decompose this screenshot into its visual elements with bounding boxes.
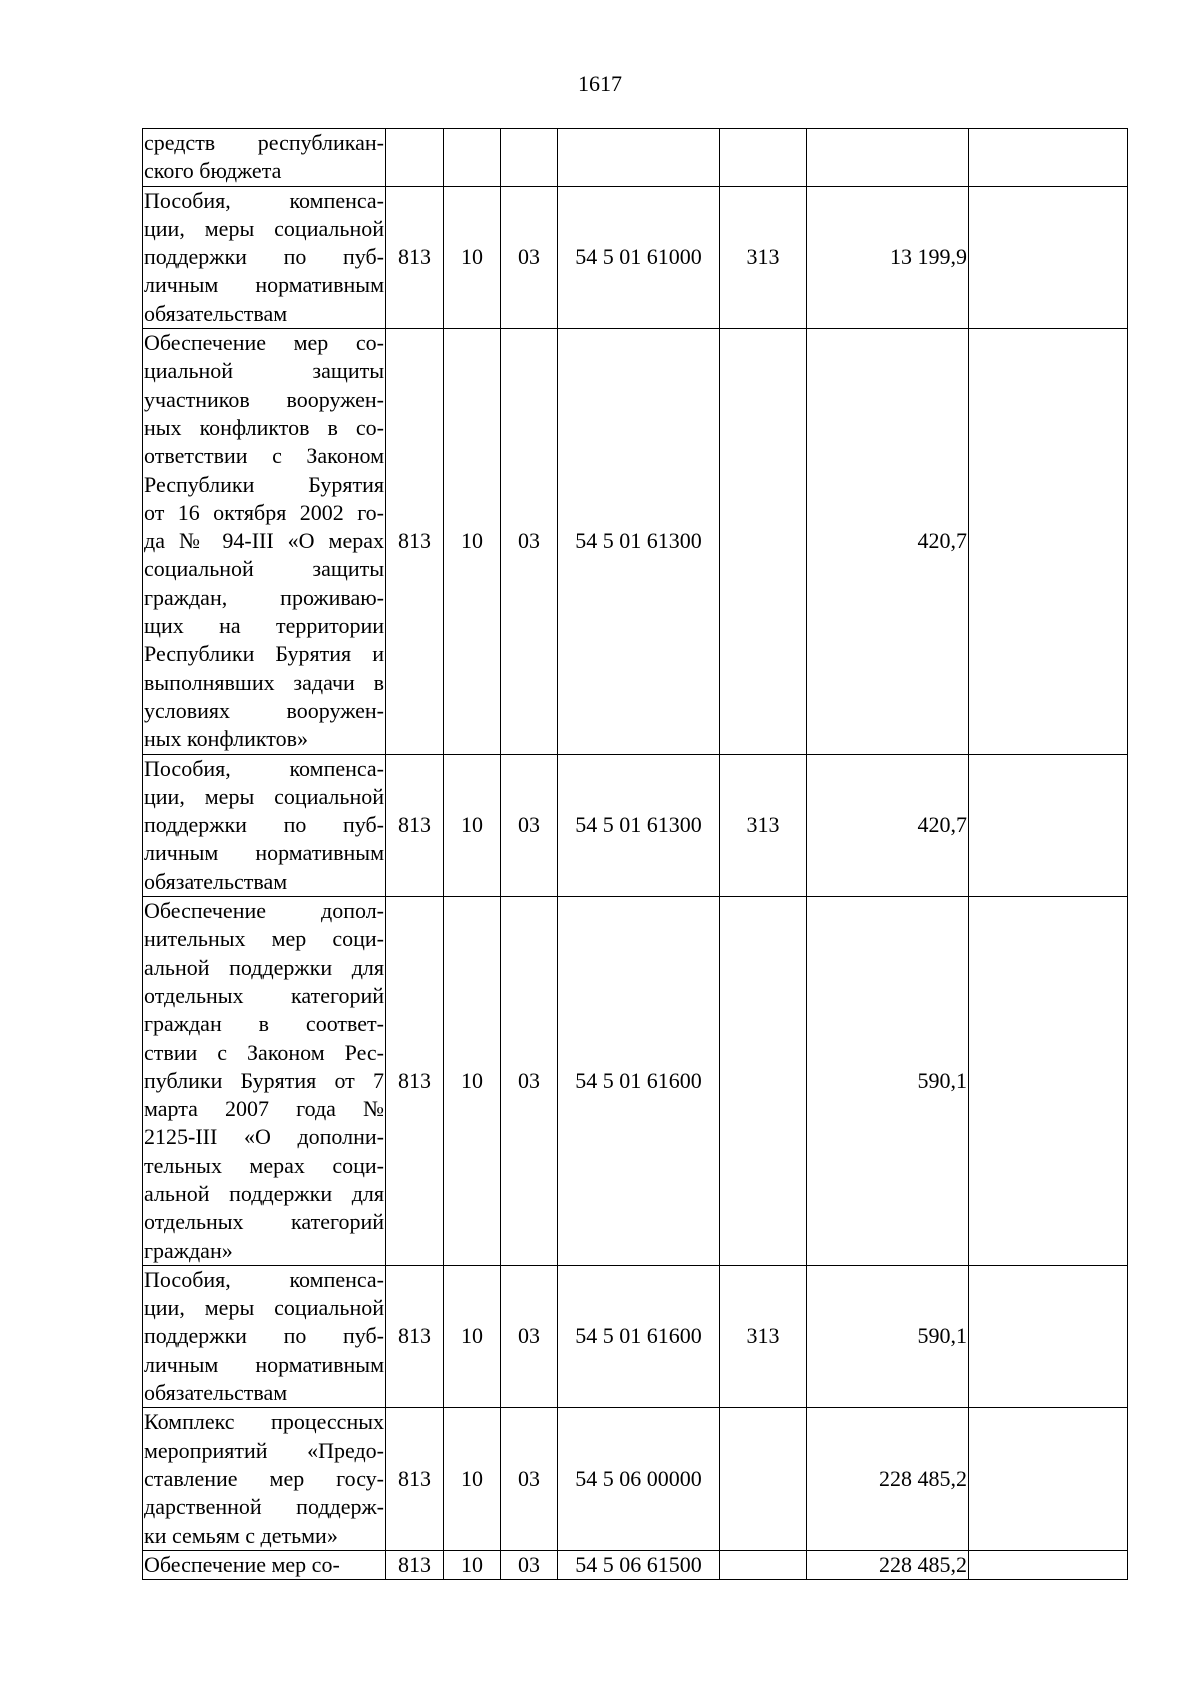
- budget-table: [142, 128, 1128, 1580]
- gov-code-cell: 813: [386, 1265, 444, 1407]
- item-name-line: ставление мер госу-: [144, 1465, 384, 1491]
- item-name-line: Комплекс процессных: [144, 1409, 384, 1435]
- item-name-cell: [143, 754, 386, 896]
- extra-cell: [969, 186, 1128, 328]
- table-row: [143, 1408, 1128, 1550]
- amount-cell: 228 485,2: [807, 1550, 969, 1579]
- amount-cell: 590,1: [807, 897, 969, 1266]
- extra-cell: [969, 1550, 1128, 1579]
- section-cell: 10: [444, 329, 501, 754]
- item-name-line: ции, меры социальной: [144, 215, 384, 241]
- item-name-line: ского бюджета: [144, 158, 282, 184]
- expense-type-cell: [720, 1550, 807, 1579]
- item-name-line: обязательствам: [144, 1380, 288, 1406]
- target-article-cell: 54 5 01 61000: [558, 186, 720, 328]
- subsection-cell: 03: [501, 1265, 558, 1407]
- target-article-cell: [558, 129, 720, 187]
- item-name-line: марта 2007 года №: [144, 1096, 384, 1122]
- item-name-line: участников вооружен-: [144, 386, 384, 412]
- section-cell: 10: [444, 1265, 501, 1407]
- item-name-line: социальной защиты: [144, 556, 384, 582]
- item-name-line: 2125-III «О дополни-: [144, 1124, 384, 1150]
- extra-cell: [969, 897, 1128, 1266]
- table-row: [143, 186, 1128, 328]
- item-name-line: ных конфликтов»: [144, 726, 308, 752]
- subsection-cell: 03: [501, 1550, 558, 1579]
- section-cell: 10: [444, 1408, 501, 1550]
- amount-cell: 13 199,9: [807, 186, 969, 328]
- item-name-line: ции, меры социальной: [144, 783, 384, 809]
- expense-type-cell: [720, 1408, 807, 1550]
- extra-cell: [969, 329, 1128, 754]
- extra-cell: [969, 1265, 1128, 1407]
- table-row: [143, 897, 1128, 1266]
- target-article-cell: 54 5 06 61500: [558, 1550, 720, 1579]
- target-article-cell: 54 5 01 61300: [558, 329, 720, 754]
- subsection-cell: 03: [501, 897, 558, 1266]
- item-name-line: альной поддержки для: [144, 954, 384, 980]
- item-name-line: Пособия, компенса-: [144, 1266, 384, 1292]
- subsection-cell: 03: [501, 329, 558, 754]
- item-name-line: альной поддержки для: [144, 1180, 384, 1206]
- item-name-line: поддержки по пуб-: [144, 244, 384, 270]
- table-row: [143, 754, 1128, 896]
- item-name-line: выполнявших задачи в: [144, 669, 384, 695]
- item-name-line: обязательствам: [144, 868, 288, 894]
- item-name-line: да № 94-III «О мерах: [144, 528, 384, 554]
- target-article-cell: 54 5 01 61600: [558, 1265, 720, 1407]
- section-cell: 10: [444, 754, 501, 896]
- item-name-line: ции, меры социальной: [144, 1295, 384, 1321]
- subsection-cell: 03: [501, 754, 558, 896]
- item-name-line: Обеспечение мер со-: [144, 330, 384, 356]
- extra-cell: [969, 754, 1128, 896]
- item-name-line: ствии с Законом Рес-: [144, 1039, 384, 1065]
- table-row: [143, 1550, 1128, 1579]
- table-row: [143, 329, 1128, 754]
- item-name-line: средств республикан-: [144, 130, 384, 155]
- item-name-cell: [143, 1265, 386, 1407]
- item-name-line: Республики Бурятия и: [144, 641, 384, 667]
- item-name-line: отдельных категорий: [144, 1209, 384, 1235]
- target-article-cell: 54 5 01 61300: [558, 754, 720, 896]
- gov-code-cell: 813: [386, 1408, 444, 1550]
- table-row: [143, 129, 1128, 187]
- item-name-cell: [143, 129, 386, 187]
- gov-code-cell: 813: [386, 897, 444, 1266]
- target-article-cell: 54 5 01 61600: [558, 897, 720, 1266]
- item-name-line: ных конфликтов в со-: [144, 414, 384, 440]
- item-name-line: циальной защиты: [144, 358, 384, 384]
- item-name-cell: [143, 1550, 386, 1579]
- amount-cell: [807, 129, 969, 187]
- expense-type-cell: [720, 329, 807, 754]
- subsection-cell: 03: [501, 186, 558, 328]
- gov-code-cell: 813: [386, 754, 444, 896]
- expense-type-cell: 313: [720, 754, 807, 896]
- item-name-line: от 16 октября 2002 го-: [144, 499, 384, 525]
- item-name-line: отдельных категорий: [144, 982, 384, 1008]
- table-row: [143, 1265, 1128, 1407]
- item-name-cell: [143, 1408, 386, 1550]
- item-name-cell: [143, 897, 386, 1266]
- extra-cell: [969, 1408, 1128, 1550]
- item-name-line: граждан, проживаю-: [144, 584, 384, 610]
- item-name-line: тельных мерах соци-: [144, 1152, 384, 1178]
- section-cell: [444, 129, 501, 187]
- item-name-line: публики Бурятия от 7: [144, 1067, 384, 1093]
- amount-cell: 228 485,2: [807, 1408, 969, 1550]
- item-name-line: ки семьям с детьми»: [144, 1522, 338, 1548]
- gov-code-cell: 813: [386, 186, 444, 328]
- item-name-line: мероприятий «Предо-: [144, 1437, 384, 1463]
- table-body: [143, 129, 1128, 1580]
- target-article-cell: 54 5 06 00000: [558, 1408, 720, 1550]
- item-name-line: Обеспечение мер со-: [144, 1551, 340, 1577]
- item-name-line: условиях вооружен-: [144, 697, 384, 723]
- expense-type-cell: 313: [720, 186, 807, 328]
- item-name-line: поддержки по пуб-: [144, 1323, 384, 1349]
- gov-code-cell: 813: [386, 1550, 444, 1579]
- amount-cell: 420,7: [807, 754, 969, 896]
- item-name-line: обязательствам: [144, 300, 288, 326]
- section-cell: 10: [444, 1550, 501, 1579]
- subsection-cell: 03: [501, 1408, 558, 1550]
- item-name-line: Пособия, компенса-: [144, 755, 384, 781]
- item-name-cell: [143, 329, 386, 754]
- amount-cell: 590,1: [807, 1265, 969, 1407]
- section-cell: 10: [444, 897, 501, 1266]
- section-cell: 10: [444, 186, 501, 328]
- expense-type-cell: [720, 897, 807, 1266]
- expense-type-cell: 313: [720, 1265, 807, 1407]
- item-name-line: личным нормативным: [144, 1351, 384, 1377]
- amount-cell: 420,7: [807, 329, 969, 754]
- page-number: 1617: [578, 71, 622, 96]
- item-name-line: нительных мер соци-: [144, 926, 384, 952]
- item-name-line: граждан»: [144, 1237, 233, 1263]
- item-name-line: Республики Бурятия: [144, 471, 384, 497]
- expense-type-cell: [720, 129, 807, 187]
- item-name-line: ответствии с Законом: [144, 443, 384, 469]
- gov-code-cell: 813: [386, 329, 444, 754]
- gov-code-cell: [386, 129, 444, 187]
- extra-cell: [969, 129, 1128, 187]
- item-name-cell: [143, 186, 386, 328]
- item-name-line: щих на территории: [144, 613, 384, 639]
- item-name-line: личным нормативным: [144, 272, 384, 298]
- subsection-cell: [501, 129, 558, 187]
- item-name-line: Пособия, компенса-: [144, 187, 384, 213]
- item-name-line: дарственной поддерж-: [144, 1494, 384, 1520]
- item-name-line: личным нормативным: [144, 840, 384, 866]
- item-name-line: граждан в соответ-: [144, 1011, 384, 1037]
- item-name-line: поддержки по пуб-: [144, 812, 384, 838]
- item-name-line: Обеспечение допол-: [144, 898, 384, 924]
